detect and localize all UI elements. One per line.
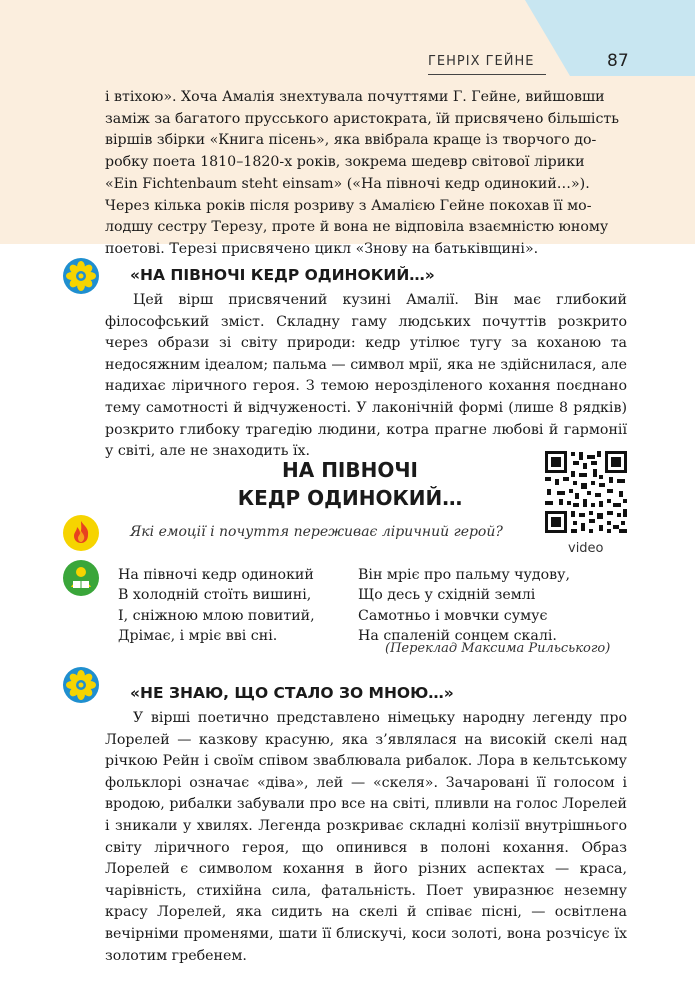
header-divider	[428, 74, 546, 75]
intro-line: Через кілька років після розриву з Амалією Гейне покохав її мо-	[105, 197, 592, 214]
poem-stanza-1	[118, 565, 315, 646]
reader-icon	[63, 560, 99, 596]
poem-line: Самотньо і мовчки сумує	[358, 607, 548, 624]
poem-line: Дрімає, і мріє вві сні.	[118, 627, 278, 644]
qr-video-label: video	[568, 541, 604, 556]
paragraph: Цей вірш присвячений кузині Амалії. Він має глибокий філософський зміст. Складну гаму людських почуттів розкрито через образи зі світу природи: кедр утілює тугу за коханою та недосяжним ідеалом; пальма — символ мрії, яка не здійснилася, але надихає ліричного героя. З темою нерозділеного кохання поєднано тему самотності й відчуженості. У лаконічній формі (лише 8 рядків) розкрито глибоку трагедію людини, котра прагне любові й гармонії у світі, але не знаходить їх.	[105, 292, 627, 460]
poem-title	[230, 456, 470, 512]
poem-question: Які емоції і почуття переживає ліричний герой?	[130, 524, 503, 540]
poem-line: Він мріє про пальму чудову,	[358, 567, 571, 583]
poem-line: На півночі кедр одинокий	[118, 567, 314, 583]
fire-icon	[63, 515, 99, 551]
poem-line: І, сніжною млою повитий,	[118, 607, 315, 624]
paragraph: У вірші поетично представлено німецьку народну легенду про Лорелей — казкову красуню, яка з’являлася на високій скелі над річкою Рейн і своїм співом зваблювала рибалок. Лора в кельтському фольклорі означає «діва», лей — «скеля». Зачаровані її голосом і вродою, рибалки забували про все на світі, пливли на голос Лорелей і зникали у хвилях. Легенда розкриває складні колізії внутрішнього світу ліричного героя, що опинився в полоні кохання. Образ Лорелей є символом кохання в його різних аспектах — краса, чарівність, стихійна сила, фатальність. Поет увиразнює неземну красу Лорелей, яка сидить на скелі й співає пісні, — освітлена вечірніми променями, шати її блискучі, коси золоті, вона розчісує їх золотим гребенем.	[105, 710, 627, 964]
section-title: «НЕ ЗНАЮ, ЩО СТАЛО ЗО МНОЮ…»	[130, 684, 454, 702]
intro-line: заміж за багатого прусського аристократа, їй присвячено більшість	[105, 110, 619, 127]
flower-emblem-icon	[63, 258, 99, 294]
flower-emblem-icon	[63, 667, 99, 703]
intro-line: лодшу сестру Терезу, проте й вона не відповіла взаємністю юному	[105, 219, 609, 236]
poem-line: В холодній стоїть вишині,	[118, 587, 312, 604]
section-body	[105, 290, 627, 463]
intro-line: віршів збірки «Книга пісень», яка ввібрала краще із творчого до-	[105, 132, 597, 149]
qr-code[interactable]	[543, 449, 629, 535]
section-title: «НА ПІВНОЧІ КЕДР ОДИНОКИЙ…»	[130, 266, 435, 284]
running-header-author: ГЕНРІХ ГЕЙНЕ	[428, 54, 535, 69]
poem-line: На спаленій сонцем скалі.	[358, 627, 557, 644]
poem-title-line: НА ПІВНОЧІ	[282, 458, 418, 482]
translator-credit: (Переклад Максима Рильського)	[385, 641, 611, 656]
poem-stanza-2	[358, 565, 570, 646]
intro-line: робку поета 1810–1820-х років, зокрема шедевр світової лірики	[105, 154, 585, 171]
intro-line: і втіхою». Хоча Амалія знехтувала почуттями Г. Гейне, вийшовши	[105, 89, 605, 105]
section-body	[105, 708, 627, 967]
poem-line: Що десь у східній землі	[358, 587, 536, 604]
intro-paragraph	[105, 87, 625, 261]
intro-line: «Ein Fichtenbaum steht einsam» («На півночі кедр одинокий…»).	[105, 175, 590, 192]
page-number: 87	[607, 51, 629, 71]
intro-line: поетові. Терезі присвячено цикл «Знову на батьківщині».	[105, 240, 539, 257]
poem-title-line: КЕДР ОДИНОКИЙ…	[237, 486, 463, 510]
